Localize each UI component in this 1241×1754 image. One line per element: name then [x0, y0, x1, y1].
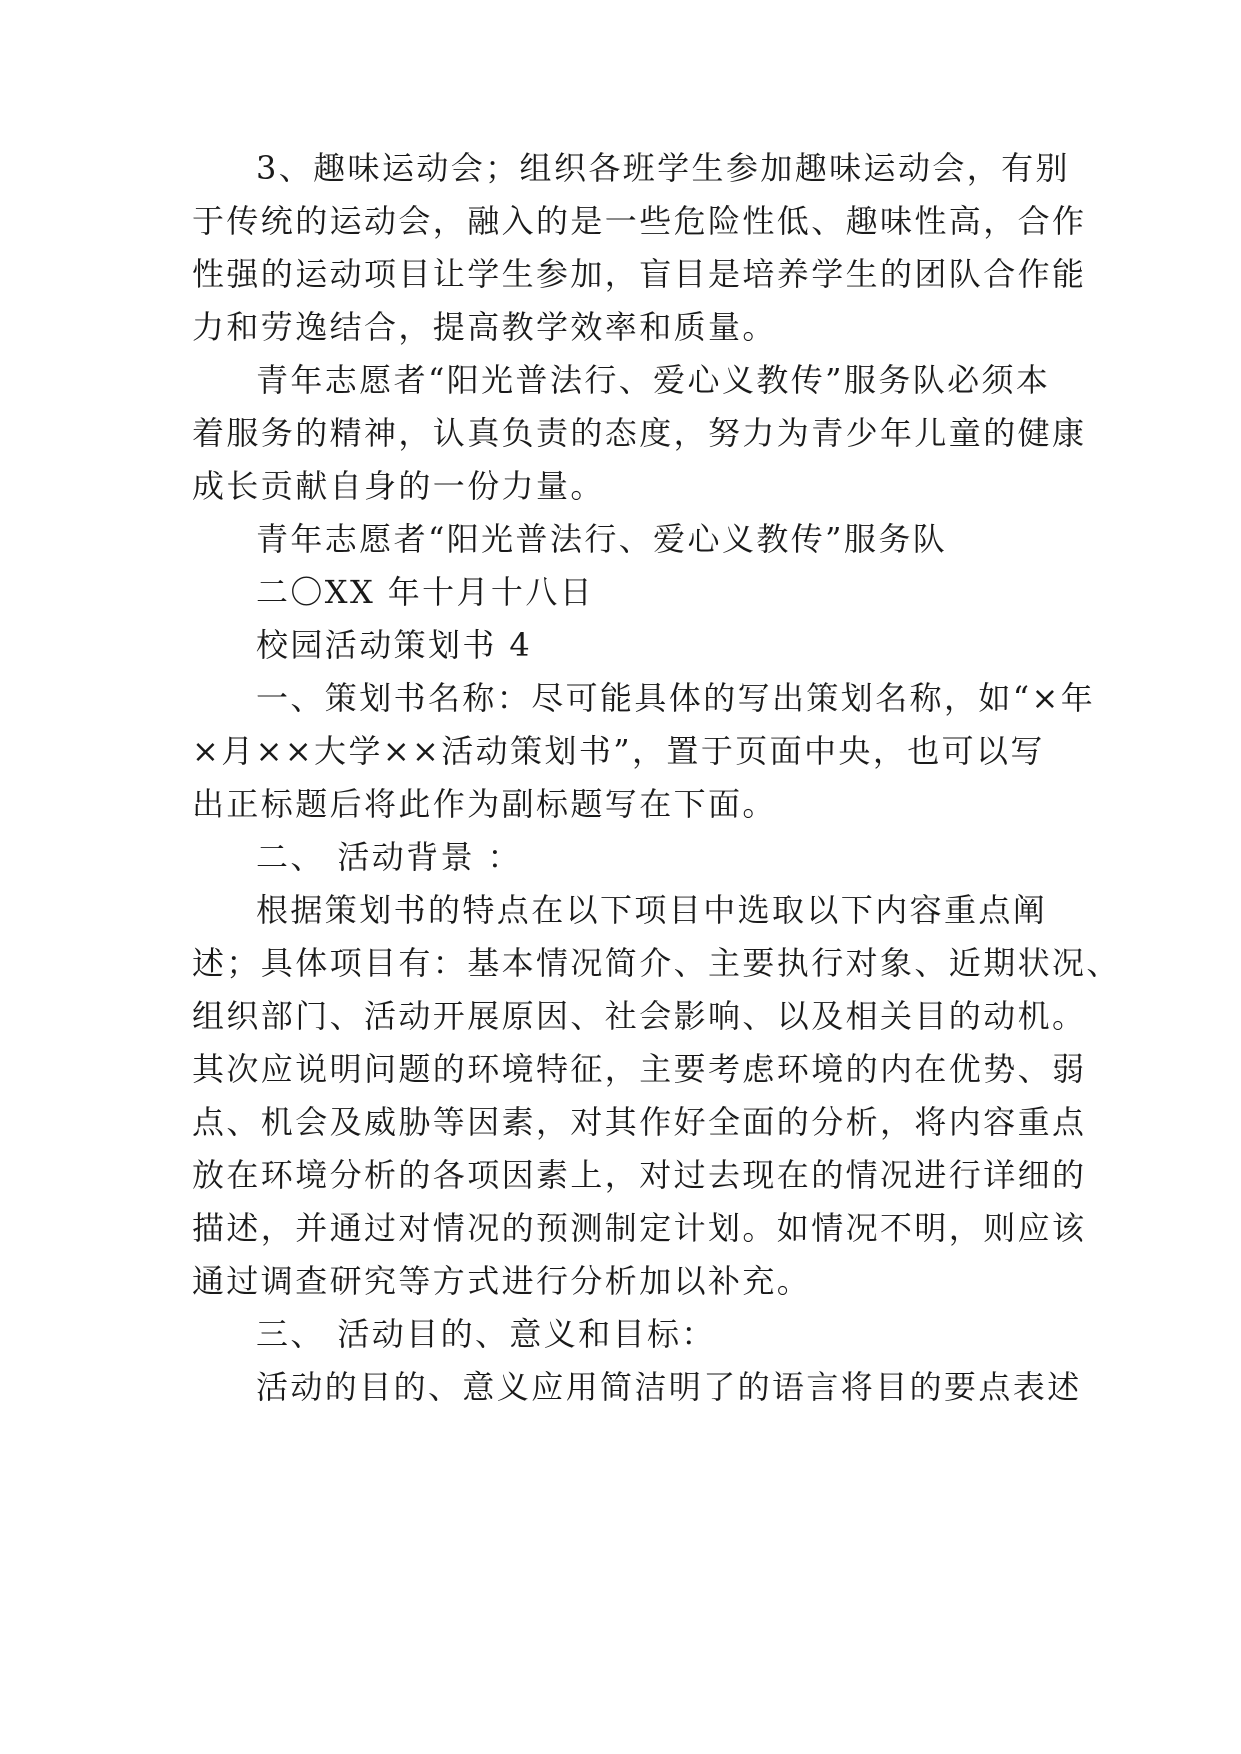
- text-line: 成长贡献自身的一份力量。: [192, 467, 605, 505]
- text-line: 通过调查研究等方式进行分析加以补充。: [192, 1262, 812, 1300]
- text-line: 放在环境分析的各项因素上，对过去现在的情况进行详细的: [192, 1156, 1087, 1194]
- text-line: 着服务的精神，认真负责的态度，努力为青少年儿童的健康: [192, 414, 1087, 452]
- section-heading: 三、 活动目的、意义和目标：: [256, 1315, 716, 1353]
- text-line: 性强的运动项目让学生参加，盲目是培养学生的团队合作能: [192, 255, 1087, 293]
- text-line: 点、机会及威胁等因素，对其作好全面的分析，将内容重点: [192, 1103, 1087, 1141]
- text-line: 描述，并通过对情况的预测制定计划。如情况不明，则应该: [192, 1209, 1087, 1247]
- text-line: 根据策划书的特点在以下项目中选取以下内容重点阐: [256, 891, 1048, 929]
- text-line: 其次应说明问题的环境特征，主要考虑环境的内在优势、弱: [192, 1050, 1087, 1088]
- text-line: 一、策划书名称：尽可能具体的写出策划名称，如“×年: [256, 679, 1096, 717]
- text-line: 组织部门、活动开展原因、社会影响、以及相关目的动机。: [192, 997, 1087, 1035]
- text-line: 青年志愿者“阳光普法行、爱心义教传”服务队必须本: [256, 361, 1051, 399]
- text-line: 出正标题后将此作为副标题写在下面。: [192, 785, 777, 823]
- text-line: 力和劳逸结合，提高教学效率和质量。: [192, 308, 777, 346]
- text-line: ×月××大学××活动策划书”，置于页面中央，也可以写: [192, 732, 1045, 770]
- section-title: 校园活动策划书 4: [256, 626, 533, 664]
- text-line: 于传统的运动会，融入的是一些危险性低、趣味性高，合作: [192, 202, 1087, 240]
- text-line: 3、趣味运动会；组织各班学生参加趣味运动会，有别: [256, 149, 1070, 187]
- text-line: 述；具体项目有：基本情况简介、主要执行对象、近期状况、: [192, 944, 1121, 982]
- text-line: 活动的目的、意义应用简洁明了的语言将目的要点表述: [256, 1368, 1082, 1406]
- section-heading: 二、 活动背景 ：: [256, 838, 522, 876]
- date-line: 二〇XX 年十月十八日: [256, 573, 595, 611]
- signature-line: 青年志愿者“阳光普法行、爱心义教传”服务队: [256, 520, 948, 558]
